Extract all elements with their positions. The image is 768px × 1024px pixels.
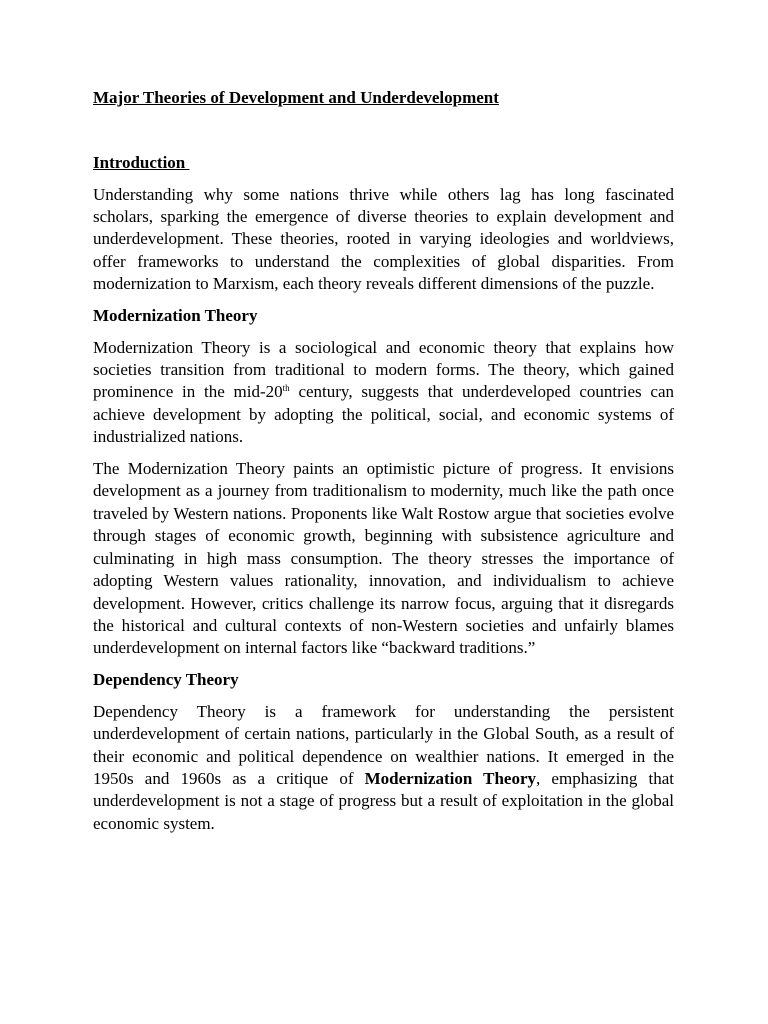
modernization-paragraph-1	[93, 337, 674, 449]
modernization-paragraph-2: The Modernization Theory paints an optimistic picture of progress. It envisions development as a journey from traditionalism to modernity, much like the path once traveled by Western nations. Proponents like Walt Rostow argue that societies evolve through stages of economic growth, beginning with subsistence agriculture and culminating in high mass consumption. The theory stresses the importance of adopting Western values rationality, innovation, and individualism to achieve development. However, critics challenge its narrow focus, arguing that it disregards the historical and cultural contexts of non-Western societies and unfairly blames underdevelopment on internal factors like “backward traditions.”	[93, 459, 674, 658]
modernization-paragraph-1-text-a: Modernization Theory is a sociological and economic theory that explains how societies transition from traditional to modern forms. The theory, which gained prominence in the mid-20	[93, 337, 674, 402]
section-heading-modernization-theory: Modernization Theory	[93, 306, 258, 326]
dependency-paragraph-1-text-a: Dependency Theory is a framework for understanding the persistent underdevelopment of certain nations, particularly in the Global South, as a result of their economic and political dependence on wealthier nations. It emerged in the 1950s and 1960s as a critique of	[93, 701, 674, 788]
section-heading-dependency-theory: Dependency Theory	[93, 670, 239, 690]
document-body	[93, 152, 674, 845]
dependency-paragraph-1	[93, 701, 674, 835]
introduction-paragraph: Understanding why some nations thrive while others lag has long fascinated scholars, sparking the emergence of diverse theories to explain development and underdevelopment. These theories, rooted in varying ideologies and worldviews, offer frameworks to understand the complexities of global disparities. From modernization to Marxism, each theory reveals different dimensions of the puzzle.	[93, 184, 674, 294]
modernization-paragraph-1-text-b: century, suggests that underdeveloped countries can achieve development by adopting the political, social, and economic systems of industrialized nations.	[93, 382, 674, 447]
bold-term-modernization-theory: Modernization Theory	[364, 768, 537, 788]
document-title: Major Theories of Development and Underdevelopment	[93, 88, 499, 107]
dependency-paragraph-1-text-b: , emphasizing that underdevelopment is not a stage of progress but a result of exploitation in the global economic system.	[93, 768, 674, 833]
ordinal-superscript: th	[282, 383, 290, 394]
section-heading-introduction: Introduction	[93, 153, 190, 172]
